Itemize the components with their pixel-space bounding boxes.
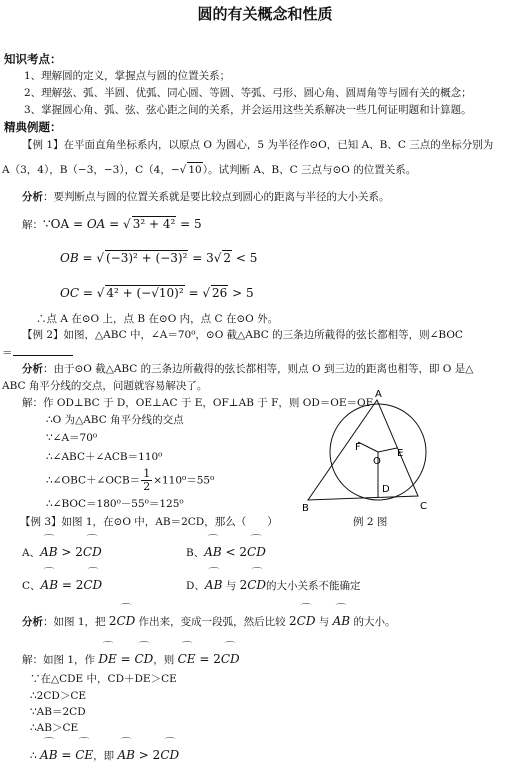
knowledge-point-1: 1、理解圆的定义，掌握点与圆的位置关系； (24, 70, 231, 82)
example-3-step-1: ∵在△CDE 中，CD＋DE＞CE (30, 673, 177, 685)
example-2-line-1: 【例 2】如图，△ABC 中，∠A＝70⁰，⊙O 截△ABC 的三条边所截得的弦长都相等，则∠BOC (22, 329, 463, 341)
knowledge-point-2: 2、理解弦、弧、半圆、优弧、同心圆、等圆、等弧、弓形、圆心角、圆周角等与圆有关的概念； (24, 87, 472, 99)
example-3-step-3: ∵AB＝2CD (30, 706, 86, 718)
label-f: F (355, 442, 361, 453)
example-1-eq-ob: OB = √ (−3)² + (−3)² = 3√ 2 < 5 (60, 251, 258, 265)
example-2-step-6: ∴∠BOC＝180⁰－55⁰＝125⁰ (46, 498, 184, 510)
segment-oe (378, 448, 397, 452)
example-2-step-5: ∴∠OBC＋∠OCB＝ $\frac{1}{2}$ ×110⁰＝55⁰ (46, 467, 215, 493)
example-2-analysis-2: ABC 角平分线的交点，问题就容易解决了。 (2, 380, 208, 392)
example-2-analysis-1: 分析：由于⊙O 截△ABC 的三条边所截得的弦长都相等，则点 O 到三边的距离也相等，即 O 是△ (22, 363, 474, 375)
knowledge-heading: 知识考点： (4, 52, 62, 66)
example-3-step-4: ∴AB＞CE (30, 722, 79, 734)
label-a: A (375, 389, 382, 400)
segment-of (358, 442, 378, 452)
option-b: B、⌒ AB < 2⌒ CD (186, 545, 266, 560)
example-1-tag: 【例 1】 (22, 139, 64, 151)
example-2-step-2: ∴O 为△ABC 角平分线的交点 (46, 414, 184, 426)
label-e: E (397, 448, 404, 459)
label-c: C (420, 501, 427, 512)
example-2-line-2: ＝ (2, 345, 73, 360)
example-2-step-3: ∵∠A＝70⁰ (46, 432, 98, 444)
example-2-tag: 【例 2】 (22, 329, 64, 341)
example-1-line-2: A（3，4），B（−3，−3），C（4，−√ 10）。试判断 A、B、C 三点与⊙O 的位置关系。 (2, 164, 417, 176)
option-c: C、⌒ AB = 2⌒ CD (22, 578, 102, 593)
example-1-eq-oc: OC = √ 4² + (−√10)² = √ 26 > 5 (60, 286, 254, 300)
example-2-step-1: 解：作 OD⊥BC 于 D，OE⊥AC 于 E，OF⊥AB 于 F，则 OD＝OE＝OF (22, 397, 373, 409)
example-3-tag: 【例 3】 (20, 516, 62, 528)
examples-heading: 精典例题： (4, 120, 62, 134)
example-2-figure (300, 388, 436, 530)
example-1-line-1: 【例 1】在平面直角坐标系内，以原点 O 为圆心，5 为半径作⊙O，已知 A、B、C 三点的坐标分别为 (22, 139, 494, 151)
example-1-analysis: 分析：要判断点与圆的位置关系就是要比较点到圆心的距离与半径的大小关系。 (22, 191, 390, 203)
label-b: B (302, 503, 309, 514)
example-3-conclusion: ∴ ⌒ AB = ⌒ CE，即 ⌒ AB > 2⌒ CD (30, 748, 179, 763)
example-3-solution: 解：如图 1，作 ⌒ DE = ⌒ CD，则 ⌒ CE = 2⌒ CD (22, 652, 240, 667)
example-3-step-2: ∴2CD＞CE (30, 690, 87, 702)
example-3-analysis: 分析：如图 1，把 2⌒ CD 作出来，变成一段弧，然后比较 2⌒ CD 与 ⌒ AB 的大小。 (22, 614, 395, 629)
label-o: O (373, 456, 381, 467)
label-d: D (382, 484, 390, 495)
example-3-line-1: 【例 3】如图 1，在⊙O 中，AB＝2CD，那么（ ） (20, 516, 278, 528)
option-d: D、⌒ AB 与 2⌒ CD的大小关系不能确定 (186, 578, 361, 593)
option-a: A、⌒ AB > 2⌒ CD (22, 545, 102, 560)
example-2-step-4: ∴∠ABC＋∠ACB＝110⁰ (46, 451, 163, 463)
example-1-conclusion: ∴点 A 在⊙O 上，点 B 在⊙O 内，点 C 在⊙O 外。 (36, 313, 279, 325)
figure-caption: 例 2 图 (353, 516, 388, 528)
knowledge-point-3: 3、掌握圆心角、弧、弦、弦心距之间的关系，并会运用这些关系解决一些几何证明题和计算题。 (24, 104, 472, 116)
page-title: 圆的有关概念和性质 (197, 5, 333, 23)
example-1-eq-oa: 解：∵OA = OA = √ 3² + 4² = 5 (22, 217, 202, 231)
answer-blank (13, 345, 73, 356)
